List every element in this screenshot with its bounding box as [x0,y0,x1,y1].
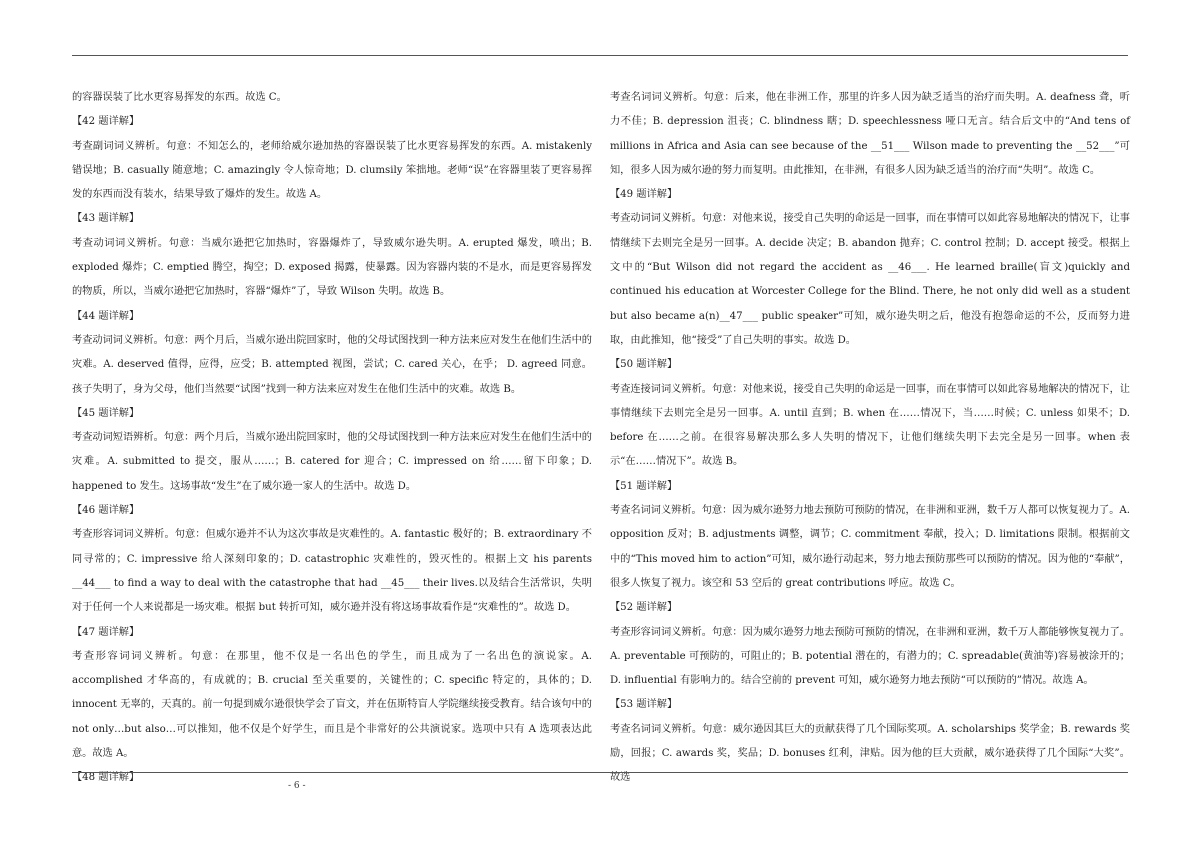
paragraph: 考查形容词词义辨析。句意：因为威尔逊努力地去预防可预防的情况，在非洲和亚洲，数千万人都能够恢复视力了。A. preventable 可预防的，可阻止的；B. potential 潜在的，有潜力的；C. spreadable(黄油等)容易被涂开的；D. influential 有影响力的。结合空前的 prevent 可知，威尔逊努力地去预防“可以预防的”情况。故选 A。 [610,626,1130,687]
section-heading: 【47 题详解】 [72,626,140,638]
page-number: - 6 - [288,781,306,791]
paragraph: 考查名词词义辨析。句意：后来，他在非洲工作，那里的许多人因为缺乏适当的治疗而失明。A. deafness 聋，听力不佳；B. depression 沮丧；C. blindness 瞎；D. speechlessness 哑口无言。结合后文中的“And tens of millions in Africa and Asia can see because of the __51___ Wilson made to preventing the __52___”可知，很多人因为威尔逊的努力而复明。由此推知，在非洲，有很多人因为缺乏适当的治疗而“失明”。故选 C。 [610,92,1130,176]
section-heading: 【43 题详解】 [72,213,140,225]
section-heading: 【51 题详解】 [610,480,678,492]
section-heading: 【44 题详解】 [72,310,140,322]
paragraph: 考查连接词词义辨析。句意：对他来说，接受自己失明的命运是一回事，而在事情可以如此容易地解决的情况下，让事情继续下去则完全是另一回事。A. until 直到；B. when 在……情况下，当……时候；C. unless 如果不；D. before 在……之前。在很容易解决那么多人失明的情况下，让他们继续失明下去完全是另一回事。when 表示“在……情况下”。故选 B。 [610,383,1130,468]
paragraph: 考查动词词义辨析。句意：当威尔逊把它加热时，容器爆炸了，导致威尔逊失明。A. erupted 爆发，喷出；B. exploded 爆炸；C. emptied 腾空，掏空；D. exposed 揭露，使暴露。因为容器内装的不是水，而是更容易挥发的物质，所以，当威尔逊把它加热时，容器“爆炸”了，导致 Wilson 失明。故选 B。 [72,237,592,298]
header-rule [72,55,1128,56]
paragraph: 考查动词短语辨析。句意：两个月后，当威尔逊出院回家时，他的父母试图找到一种方法来应对发生在他们生活中的灾难。A. submitted to 提交，服从……；B. catered for 迎合；C. impressed on 给……留下印象；D. happened to 发生。这场事故“发生”在了威尔逊一家人的生活中。故选 D。 [72,432,592,492]
paragraph: 考查副词词义辨析。句意：不知怎么的，老师给威尔逊加热的容器误装了比水更容易挥发的东西。A. mistakenly 错误地；B. casually 随意地；C. amazingly 令人惊奇地；D. clumsily 笨拙地。老师“误”在容器里装了更容易挥发的东西而没有装水，结果导致了爆炸的发生。故选 A。 [72,140,592,201]
section-heading: 【52 题详解】 [610,602,678,614]
paragraph: 考查名词词义辨析。句意：威尔逊因其巨大的贡献获得了几个国际奖项。A. scholarships 奖学金；B. rewards 奖励，回报；C. awards 奖，奖品；D. bonuses 红利，津贴。因为他的巨大贡献，威尔逊获得了几个国际“大奖”。故选 [610,723,1130,784]
section-heading: 【42 题详解】 [72,116,140,128]
text-line: 的容器误装了比水更容易挥发的东西。故选 C。 [72,92,287,103]
footer-rule [72,772,1128,773]
paragraph: 考查名词词义辨析。句意：因为威尔逊努力地去预防可预防的情况，在非洲和亚洲，数千万人都可以恢复视力了。A. opposition 反对；B. adjustments 调整，调节；C. commitment 奉献，投入；D. limitations 限制。根据前文中的“This moved him to action”可知，威尔逊行动起来，努力地去预防那些可以预防的情况。因为他的“奉献”，很多人恢复了视力。该空和 53 空后的 great contributions 呼应。故选 C。 [610,505,1130,589]
section-heading: 【46 题详解】 [72,505,140,517]
section-heading: 【50 题详解】 [610,359,678,371]
right-column [610,86,1130,791]
paragraph: 考查动词词义辨析。句意：两个月后，当威尔逊出院回家时，他的父母试图找到一种方法来应对发生在他们生活中的灾难。A. deserved 值得，应得，应受；B. attempted 视图，尝试；C. cared 关心，在乎； D. agreed 同意。孩子失明了，身为父母，他们当然要“试图”找到一种方法来应对发生在他们生活中的灾难。故选 B。 [72,334,592,395]
section-heading: 【48 题详解】 [72,772,140,784]
section-heading: 【49 题详解】 [610,189,678,201]
paragraph: 考查形容词词义辨析。句意：在那里，他不仅是一名出色的学生，而且成为了一名出色的演说家。A. accomplished 才华高的，有成就的；B. crucial 至关重要的，关键性的；C. specific 特定的，具体的；D. innocent 无辜的，天真的。前一句提到威尔逊很快学会了盲文，并在伍斯特盲人学院继续接受教育。结合该句中的 not only…but also…可以推知，他不仅是个好学生，而且是个非常好的公共演说家。选项中只有 A 选项表达此意。故选 A。 [72,650,592,760]
section-heading: 【53 题详解】 [610,699,678,711]
paragraph: 考查形容词词义辨析。句意：但威尔逊并不认为这次事故是灾难性的。A. fantastic 极好的；B. extraordinary 不同寻常的；C. impressive 给人深刻印象的；D. catastrophic 灾难性的，毁灭性的。根据上文 his parents __44___ to find a way to deal with the catastrophe that had __45___ their lives.以及结合生活常识，失明对于任何一个人来说都是一场灾难。根据 but 转折可知，威尔逊并没有将这场事故看作是“灾难性的”。故选 D。 [72,529,592,614]
section-heading: 【45 题详解】 [72,407,140,419]
paragraph: 考查动词词义辨析。句意：对他来说，接受自己失明的命运是一回事，而在事情可以如此容易地解决的情况下，让事情继续下去则完全是另一回事。A. decide 决定；B. abandon 抛弃；C. control 控制；D. accept 接受。根据上文中的“But Wilson did not regard the accident as __46___. He learned braille(盲文)quickly and continued his education at Worcester College for the Blind. There, he not only did well as a student but also became a(n)__47___ public speaker”可知，威尔逊失明之后，他没有抱怨命运的不公，反而努力进取，由此推知，他“接受”了自己失明的事实。故选 D。 [610,213,1130,346]
left-column [72,86,592,791]
